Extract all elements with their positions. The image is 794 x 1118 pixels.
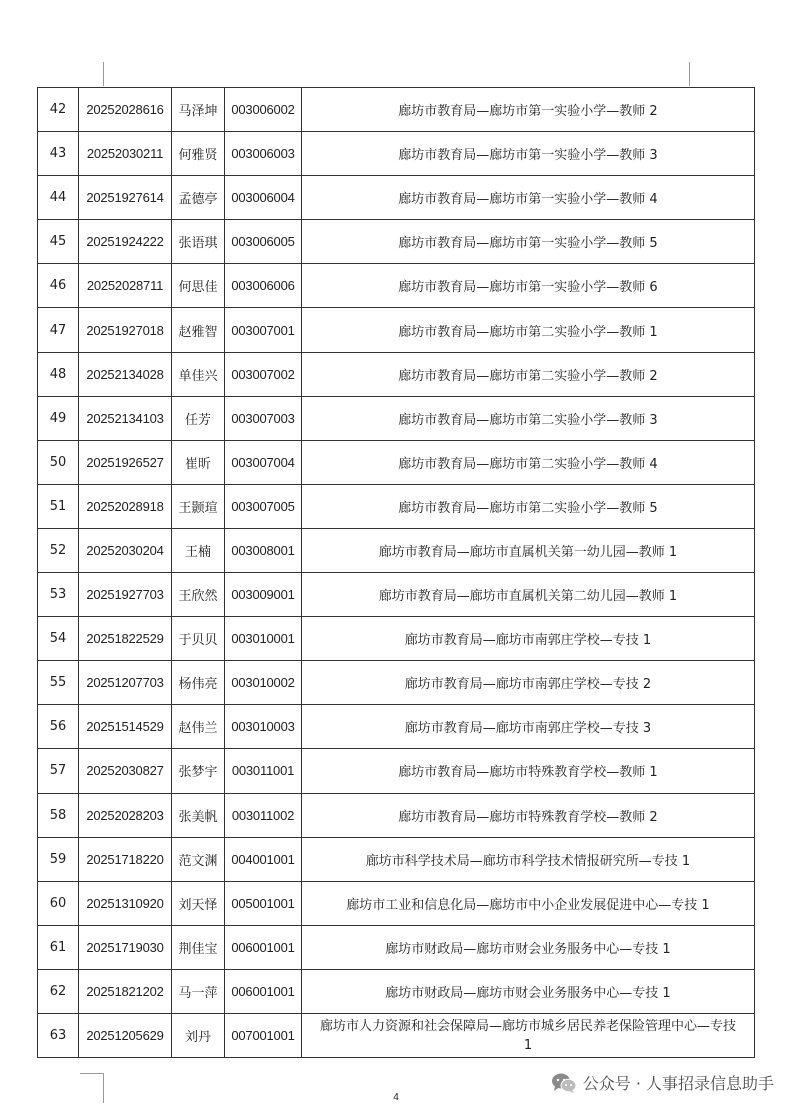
crop-mark-top-left (103, 62, 104, 86)
candidate-name-cell: 刘天怿 (172, 881, 225, 925)
table-row (38, 925, 755, 969)
table-row (38, 396, 755, 440)
ticket-number-cell: 20252028203 (79, 793, 172, 837)
candidate-name-cell: 王楠 (172, 528, 225, 572)
position-code-cell: 003009001 (225, 573, 302, 617)
position-code-cell: 003010002 (225, 661, 302, 705)
position-code-cell: 003006003 (225, 132, 302, 176)
candidate-name-cell: 张梦宇 (172, 749, 225, 793)
position-code-cell: 003007005 (225, 484, 302, 528)
position-name-cell: 廊坊市教育局—廊坊市南郭庄学校—专技 3 (302, 705, 755, 749)
ticket-number-cell: 20251927703 (79, 573, 172, 617)
candidate-name-cell: 任芳 (172, 396, 225, 440)
crop-mark-top-right (689, 62, 690, 86)
row-number-cell: 54 (38, 617, 79, 661)
candidate-name-cell: 刘丹 (172, 1013, 225, 1057)
row-number-cell: 44 (38, 176, 79, 220)
row-number-cell: 62 (38, 969, 79, 1013)
ticket-number-cell: 20251207703 (79, 661, 172, 705)
candidate-name-cell: 王颢瑄 (172, 484, 225, 528)
ticket-number-cell: 20251718220 (79, 837, 172, 881)
candidate-name-cell: 马泽坤 (172, 88, 225, 132)
position-name-cell: 廊坊市教育局—廊坊市第二实验小学—教师 2 (302, 352, 755, 396)
position-code-cell: 003007004 (225, 440, 302, 484)
position-name-cell: 廊坊市教育局—廊坊市直属机关第一幼儿园—教师 1 (302, 528, 755, 572)
candidate-name-cell: 于贝贝 (172, 617, 225, 661)
table-row (38, 176, 755, 220)
row-number-cell: 58 (38, 793, 79, 837)
position-name-cell: 廊坊市教育局—廊坊市第一实验小学—教师 4 (302, 176, 755, 220)
row-number-cell: 43 (38, 132, 79, 176)
table-row (38, 573, 755, 617)
position-code-cell: 003006002 (225, 88, 302, 132)
candidate-name-cell: 张美帆 (172, 793, 225, 837)
ticket-number-cell: 20251514529 (79, 705, 172, 749)
position-name-cell: 廊坊市科学技术局—廊坊市科学技术情报研究所—专技 1 (302, 837, 755, 881)
table-row (38, 220, 755, 264)
ticket-number-cell: 20252030827 (79, 749, 172, 793)
candidate-name-cell: 荆佳宝 (172, 925, 225, 969)
table-row (38, 969, 755, 1013)
ticket-number-cell: 20252028616 (79, 88, 172, 132)
position-name-cell: 廊坊市财政局—廊坊市财会业务服务中心—专技 1 (302, 969, 755, 1013)
ticket-number-cell: 20251927018 (79, 308, 172, 352)
row-number-cell: 42 (38, 88, 79, 132)
row-number-cell: 51 (38, 484, 79, 528)
table-row (38, 528, 755, 572)
position-code-cell: 003010001 (225, 617, 302, 661)
ticket-number-cell: 20251822529 (79, 617, 172, 661)
row-number-cell: 47 (38, 308, 79, 352)
candidate-table (37, 87, 755, 1058)
position-name-cell: 廊坊市教育局—廊坊市第二实验小学—教师 1 (302, 308, 755, 352)
table-row (38, 1013, 755, 1057)
ticket-number-cell: 20251205629 (79, 1013, 172, 1057)
position-code-cell: 006001001 (225, 925, 302, 969)
position-name-cell: 廊坊市教育局—廊坊市特殊教育学校—教师 1 (302, 749, 755, 793)
position-code-cell: 003006004 (225, 176, 302, 220)
position-code-cell: 003011001 (225, 749, 302, 793)
crop-mark-bottom-left-h (80, 1073, 104, 1074)
row-number-cell: 55 (38, 661, 79, 705)
table-row (38, 352, 755, 396)
position-code-cell: 003010003 (225, 705, 302, 749)
table-row (38, 617, 755, 661)
position-name-cell: 廊坊市人力资源和社会保障局—廊坊市城乡居民养老保险管理中心—专技 1 (302, 1013, 755, 1057)
row-number-cell: 53 (38, 573, 79, 617)
candidate-name-cell: 张语琪 (172, 220, 225, 264)
table-row (38, 484, 755, 528)
position-code-cell: 007001001 (225, 1013, 302, 1057)
ticket-number-cell: 20251926527 (79, 440, 172, 484)
position-name-cell: 廊坊市工业和信息化局—廊坊市中小企业发展促进中心—专技 1 (302, 881, 755, 925)
wechat-watermark (551, 1071, 774, 1094)
candidate-name-cell: 王欣然 (172, 573, 225, 617)
candidate-name-cell: 何思佳 (172, 264, 225, 308)
candidate-name-cell: 杨伟亮 (172, 661, 225, 705)
row-number-cell: 56 (38, 705, 79, 749)
position-code-cell: 004001001 (225, 837, 302, 881)
row-number-cell: 52 (38, 528, 79, 572)
table-row (38, 749, 755, 793)
row-number-cell: 60 (38, 881, 79, 925)
position-name-cell: 廊坊市教育局—廊坊市第一实验小学—教师 5 (302, 220, 755, 264)
watermark-text: 公众号 · 人事招录信息助手 (582, 1074, 774, 1093)
ticket-number-cell: 20251310920 (79, 881, 172, 925)
position-code-cell: 003007001 (225, 308, 302, 352)
ticket-number-cell: 20252030204 (79, 528, 172, 572)
position-code-cell: 003006005 (225, 220, 302, 264)
row-number-cell: 49 (38, 396, 79, 440)
position-name-cell: 廊坊市教育局—廊坊市特殊教育学校—教师 2 (302, 793, 755, 837)
row-number-cell: 45 (38, 220, 79, 264)
candidate-name-cell: 范文渊 (172, 837, 225, 881)
candidate-name-cell: 何雅贤 (172, 132, 225, 176)
position-name-cell: 廊坊市教育局—廊坊市第二实验小学—教师 4 (302, 440, 755, 484)
table-row (38, 264, 755, 308)
candidate-name-cell: 孟德亭 (172, 176, 225, 220)
position-code-cell: 003006006 (225, 264, 302, 308)
table-row (38, 705, 755, 749)
position-code-cell: 003008001 (225, 528, 302, 572)
ticket-number-cell: 20252030211 (79, 132, 172, 176)
row-number-cell: 50 (38, 440, 79, 484)
ticket-number-cell: 20252134028 (79, 352, 172, 396)
position-name-cell: 廊坊市财政局—廊坊市财会业务服务中心—专技 1 (302, 925, 755, 969)
row-number-cell: 59 (38, 837, 79, 881)
crop-mark-bottom-left-v (103, 1073, 104, 1103)
table-body (38, 88, 755, 1058)
ticket-number-cell: 20251719030 (79, 925, 172, 969)
table-row (38, 661, 755, 705)
page-number: 4 (393, 1092, 399, 1103)
ticket-number-cell: 20252028918 (79, 484, 172, 528)
row-number-cell: 57 (38, 749, 79, 793)
position-code-cell: 003007003 (225, 396, 302, 440)
position-name-cell: 廊坊市教育局—廊坊市直属机关第二幼儿园—教师 1 (302, 573, 755, 617)
candidate-name-cell: 马一萍 (172, 969, 225, 1013)
table-row (38, 440, 755, 484)
table-row (38, 837, 755, 881)
candidate-name-cell: 赵雅智 (172, 308, 225, 352)
position-name-cell: 廊坊市教育局—廊坊市第二实验小学—教师 3 (302, 396, 755, 440)
row-number-cell: 46 (38, 264, 79, 308)
position-name-cell: 廊坊市教育局—廊坊市第一实验小学—教师 6 (302, 264, 755, 308)
ticket-number-cell: 20252028711 (79, 264, 172, 308)
position-code-cell: 006001001 (225, 969, 302, 1013)
position-name-cell: 廊坊市教育局—廊坊市第二实验小学—教师 5 (302, 484, 755, 528)
candidate-name-cell: 单佳兴 (172, 352, 225, 396)
row-number-cell: 63 (38, 1013, 79, 1057)
wechat-icon (551, 1072, 577, 1094)
row-number-cell: 61 (38, 925, 79, 969)
candidate-name-cell: 赵伟兰 (172, 705, 225, 749)
table-row (38, 881, 755, 925)
table-row (38, 132, 755, 176)
row-number-cell: 48 (38, 352, 79, 396)
candidate-name-cell: 崔昕 (172, 440, 225, 484)
ticket-number-cell: 20251927614 (79, 176, 172, 220)
position-code-cell: 005001001 (225, 881, 302, 925)
position-name-cell: 廊坊市教育局—廊坊市南郭庄学校—专技 1 (302, 617, 755, 661)
ticket-number-cell: 20251924222 (79, 220, 172, 264)
position-name-cell: 廊坊市教育局—廊坊市南郭庄学校—专技 2 (302, 661, 755, 705)
ticket-number-cell: 20251821202 (79, 969, 172, 1013)
position-name-cell: 廊坊市教育局—廊坊市第一实验小学—教师 2 (302, 88, 755, 132)
position-code-cell: 003011002 (225, 793, 302, 837)
table-row (38, 308, 755, 352)
position-code-cell: 003007002 (225, 352, 302, 396)
table-row (38, 793, 755, 837)
ticket-number-cell: 20252134103 (79, 396, 172, 440)
table-row (38, 88, 755, 132)
position-name-cell: 廊坊市教育局—廊坊市第一实验小学—教师 3 (302, 132, 755, 176)
